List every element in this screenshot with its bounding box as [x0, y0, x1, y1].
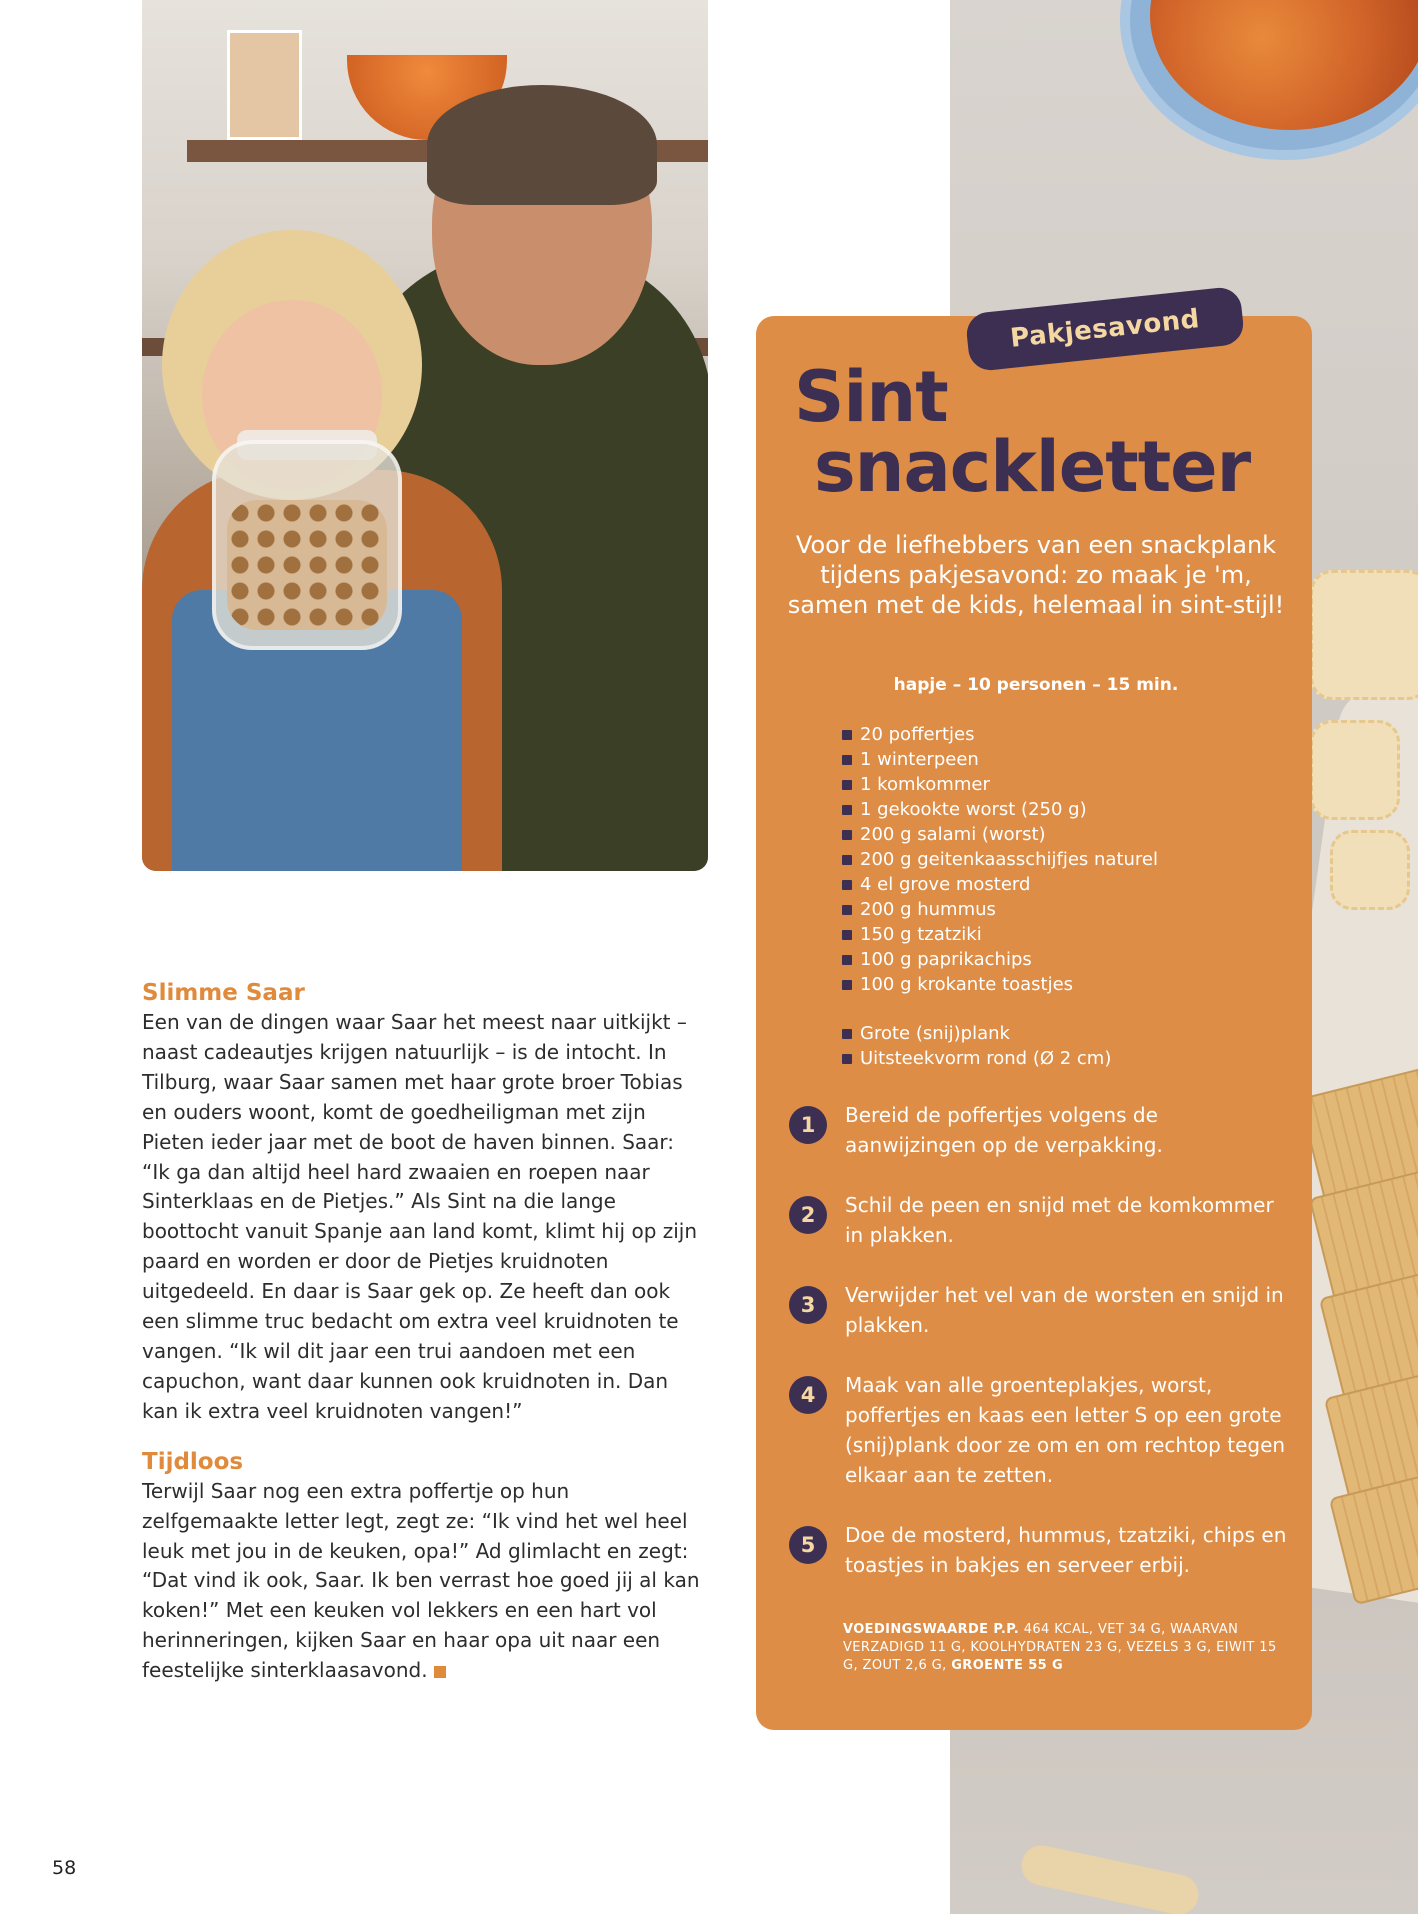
ingredient-item [842, 922, 1158, 947]
step-number-badge: 1 [789, 1106, 827, 1144]
ingredient-text: 200 g salami (worst) [860, 824, 1046, 845]
step-number-badge: 5 [789, 1526, 827, 1564]
bullet-icon [842, 980, 852, 990]
recipe-meta: hapje – 10 personen – 15 min. [893, 675, 1179, 695]
book [227, 30, 302, 140]
nutrition-info [843, 1621, 1293, 1675]
step-item [789, 1520, 1289, 1580]
step-item [789, 1190, 1289, 1250]
tool-item [842, 1046, 1111, 1071]
bullet-icon [842, 930, 852, 940]
step-text: Doe de mosterd, hummus, tzatziki, chips en toastjes in bakjes en serveer erbij. [845, 1523, 1287, 1577]
ingredient-text: 1 komkommer [860, 774, 990, 795]
bullet-icon [842, 805, 852, 815]
section-heading: Slimme Saar [142, 980, 305, 1006]
step-number-badge: 4 [789, 1376, 827, 1414]
ingredient-item [842, 947, 1158, 972]
bullet-icon [842, 1029, 852, 1039]
cracker [1310, 570, 1418, 700]
ingredient-item [842, 772, 1158, 797]
nutrition-vegetables: GROENTE 55 G [951, 1658, 1064, 1673]
category-tag-label: Pakjesavond [1008, 304, 1202, 354]
bullet-icon [842, 955, 852, 965]
tool-item [842, 1021, 1111, 1046]
section-paragraph: Een van de dingen waar Saar het meest naar uitkijkt – naast cadeautjes krijgen natuurlijk – is de intocht. In Tilburg, waar Saar samen met haar grote broer Tobias en ouders woont, komt de goedheiligman met zijn Pieten ieder jaar met de boot de haven binnen. Saar: “Ik ga dan altijd heel hard zwaaien en roepen naar Sinterklaas en de Pietjes.” Als Sint na die lange boottocht vanuit Spanje aan land komt, klimt hij op zijn paard en worden er door de Pietjes kruidnoten uitgedeeld. En daar is Saar gek op. Ze heeft dan ook een slimme truc bedacht om extra veel kruidnoten te vangen. “Ik wil dit jaar een trui aandoen met een capuchon, want daar kunnen ook kruidnoten in. Dan kan ik extra veel kruidnoten vangen!” [142, 1010, 698, 1423]
grandfather-hair [427, 85, 657, 205]
ingredient-item [842, 722, 1158, 747]
recipe-intro: Voor de liefhebbers van een snackplank tijdens pakjesavond: zo maak je 'm, samen met de kids, helemaal in sint-stijl! [787, 531, 1285, 619]
bullet-icon [842, 905, 852, 915]
paragraph-text: Terwijl Saar nog een extra poffertje op hun zelfgemaakte letter legt, zegt ze: “Ik vind het wel heel leuk met jou in de keuken, opa!” Ad glimlacht en zegt: “Dat vind ik ook, Saar. Ik ben verrast hoe goed jij al kan koken!” Met een keuken vol lekkers en een hart vol herinneringen, kijken Saar en haar opa uit naar een feestelijke sinterklaasavond. [142, 1478, 700, 1683]
ingredient-text: 4 el grove mosterd [860, 874, 1031, 895]
ingredient-item [842, 822, 1158, 847]
step-item [789, 1370, 1289, 1490]
step-text: Bereid de poffertjes volgens de aanwijzingen op de verpakking. [845, 1103, 1163, 1157]
ingredient-text: 100 g paprikachips [860, 949, 1032, 970]
title-line-1: Sint [794, 356, 948, 438]
step-number-badge: 3 [789, 1286, 827, 1324]
step-list [789, 1100, 1289, 1610]
bullet-icon [842, 1054, 852, 1064]
ingredient-item [842, 797, 1158, 822]
ingredient-item [842, 847, 1158, 872]
cracker [1330, 830, 1410, 910]
bullet-icon [842, 830, 852, 840]
recipe-title [794, 356, 1294, 508]
cracker [1310, 720, 1400, 820]
bullet-icon [842, 855, 852, 865]
step-text: Maak van alle groenteplakjes, worst, poffertjes en kaas een letter S op een grote (snij)plank door ze om en om rechtop tegen elkaar aan te zetten. [845, 1373, 1286, 1487]
article-body [142, 978, 708, 1706]
ingredient-item [842, 897, 1158, 922]
bullet-icon [842, 880, 852, 890]
nutrition-values: 464 KCAL, VET 34 G, WAARVAN VERZADIGD 11 G, KOOLHYDRATEN 23 G, VEZELS 3 G, EIWIT 15 G, ZOUT 2,6 G, [843, 1622, 1277, 1673]
step-item [789, 1100, 1289, 1160]
tool-text: Uitsteekvorm rond (Ø 2 cm) [860, 1048, 1112, 1069]
bullet-icon [842, 730, 852, 740]
step-text: Schil de peen en snijd met de komkommer in plakken. [845, 1193, 1274, 1247]
ingredient-list [842, 722, 1158, 997]
ingredient-item [842, 972, 1158, 997]
section-heading: Tijdloos [142, 1448, 244, 1475]
ingredient-text: 100 g krokante toastjes [860, 974, 1074, 995]
nutrition-label: VOEDINGSWAARDE P.P. [843, 1622, 1020, 1637]
end-mark-icon [434, 1666, 446, 1678]
ingredient-text: 20 poffertjes [860, 724, 975, 745]
title-line-2: snackletter [814, 426, 1251, 508]
step-text: Verwijder het vel van de worsten en snijd in plakken. [845, 1283, 1284, 1337]
tool-list [842, 1021, 1111, 1071]
bread-stick [1018, 1842, 1202, 1914]
kitchen-photo [142, 0, 708, 871]
tool-text: Grote (snij)plank [860, 1023, 1010, 1044]
ingredient-text: 1 winterpeen [860, 749, 979, 770]
bullet-icon [842, 780, 852, 790]
ingredient-text: 150 g tzatziki [860, 924, 982, 945]
paprika-chips-bowl [1120, 0, 1418, 160]
ingredient-text: 200 g geitenkaasschijfjes naturel [860, 849, 1158, 870]
ingredient-item [842, 872, 1158, 897]
ingredient-item [842, 747, 1158, 772]
step-item [789, 1280, 1289, 1340]
ingredient-text: 1 gekookte worst (250 g) [860, 799, 1087, 820]
section-paragraph [142, 1477, 708, 1686]
step-number-badge: 2 [789, 1196, 827, 1234]
kruidnoten [227, 500, 387, 630]
bullet-icon [842, 755, 852, 765]
ingredient-text: 200 g hummus [860, 899, 996, 920]
page-number: 58 [52, 1857, 77, 1879]
